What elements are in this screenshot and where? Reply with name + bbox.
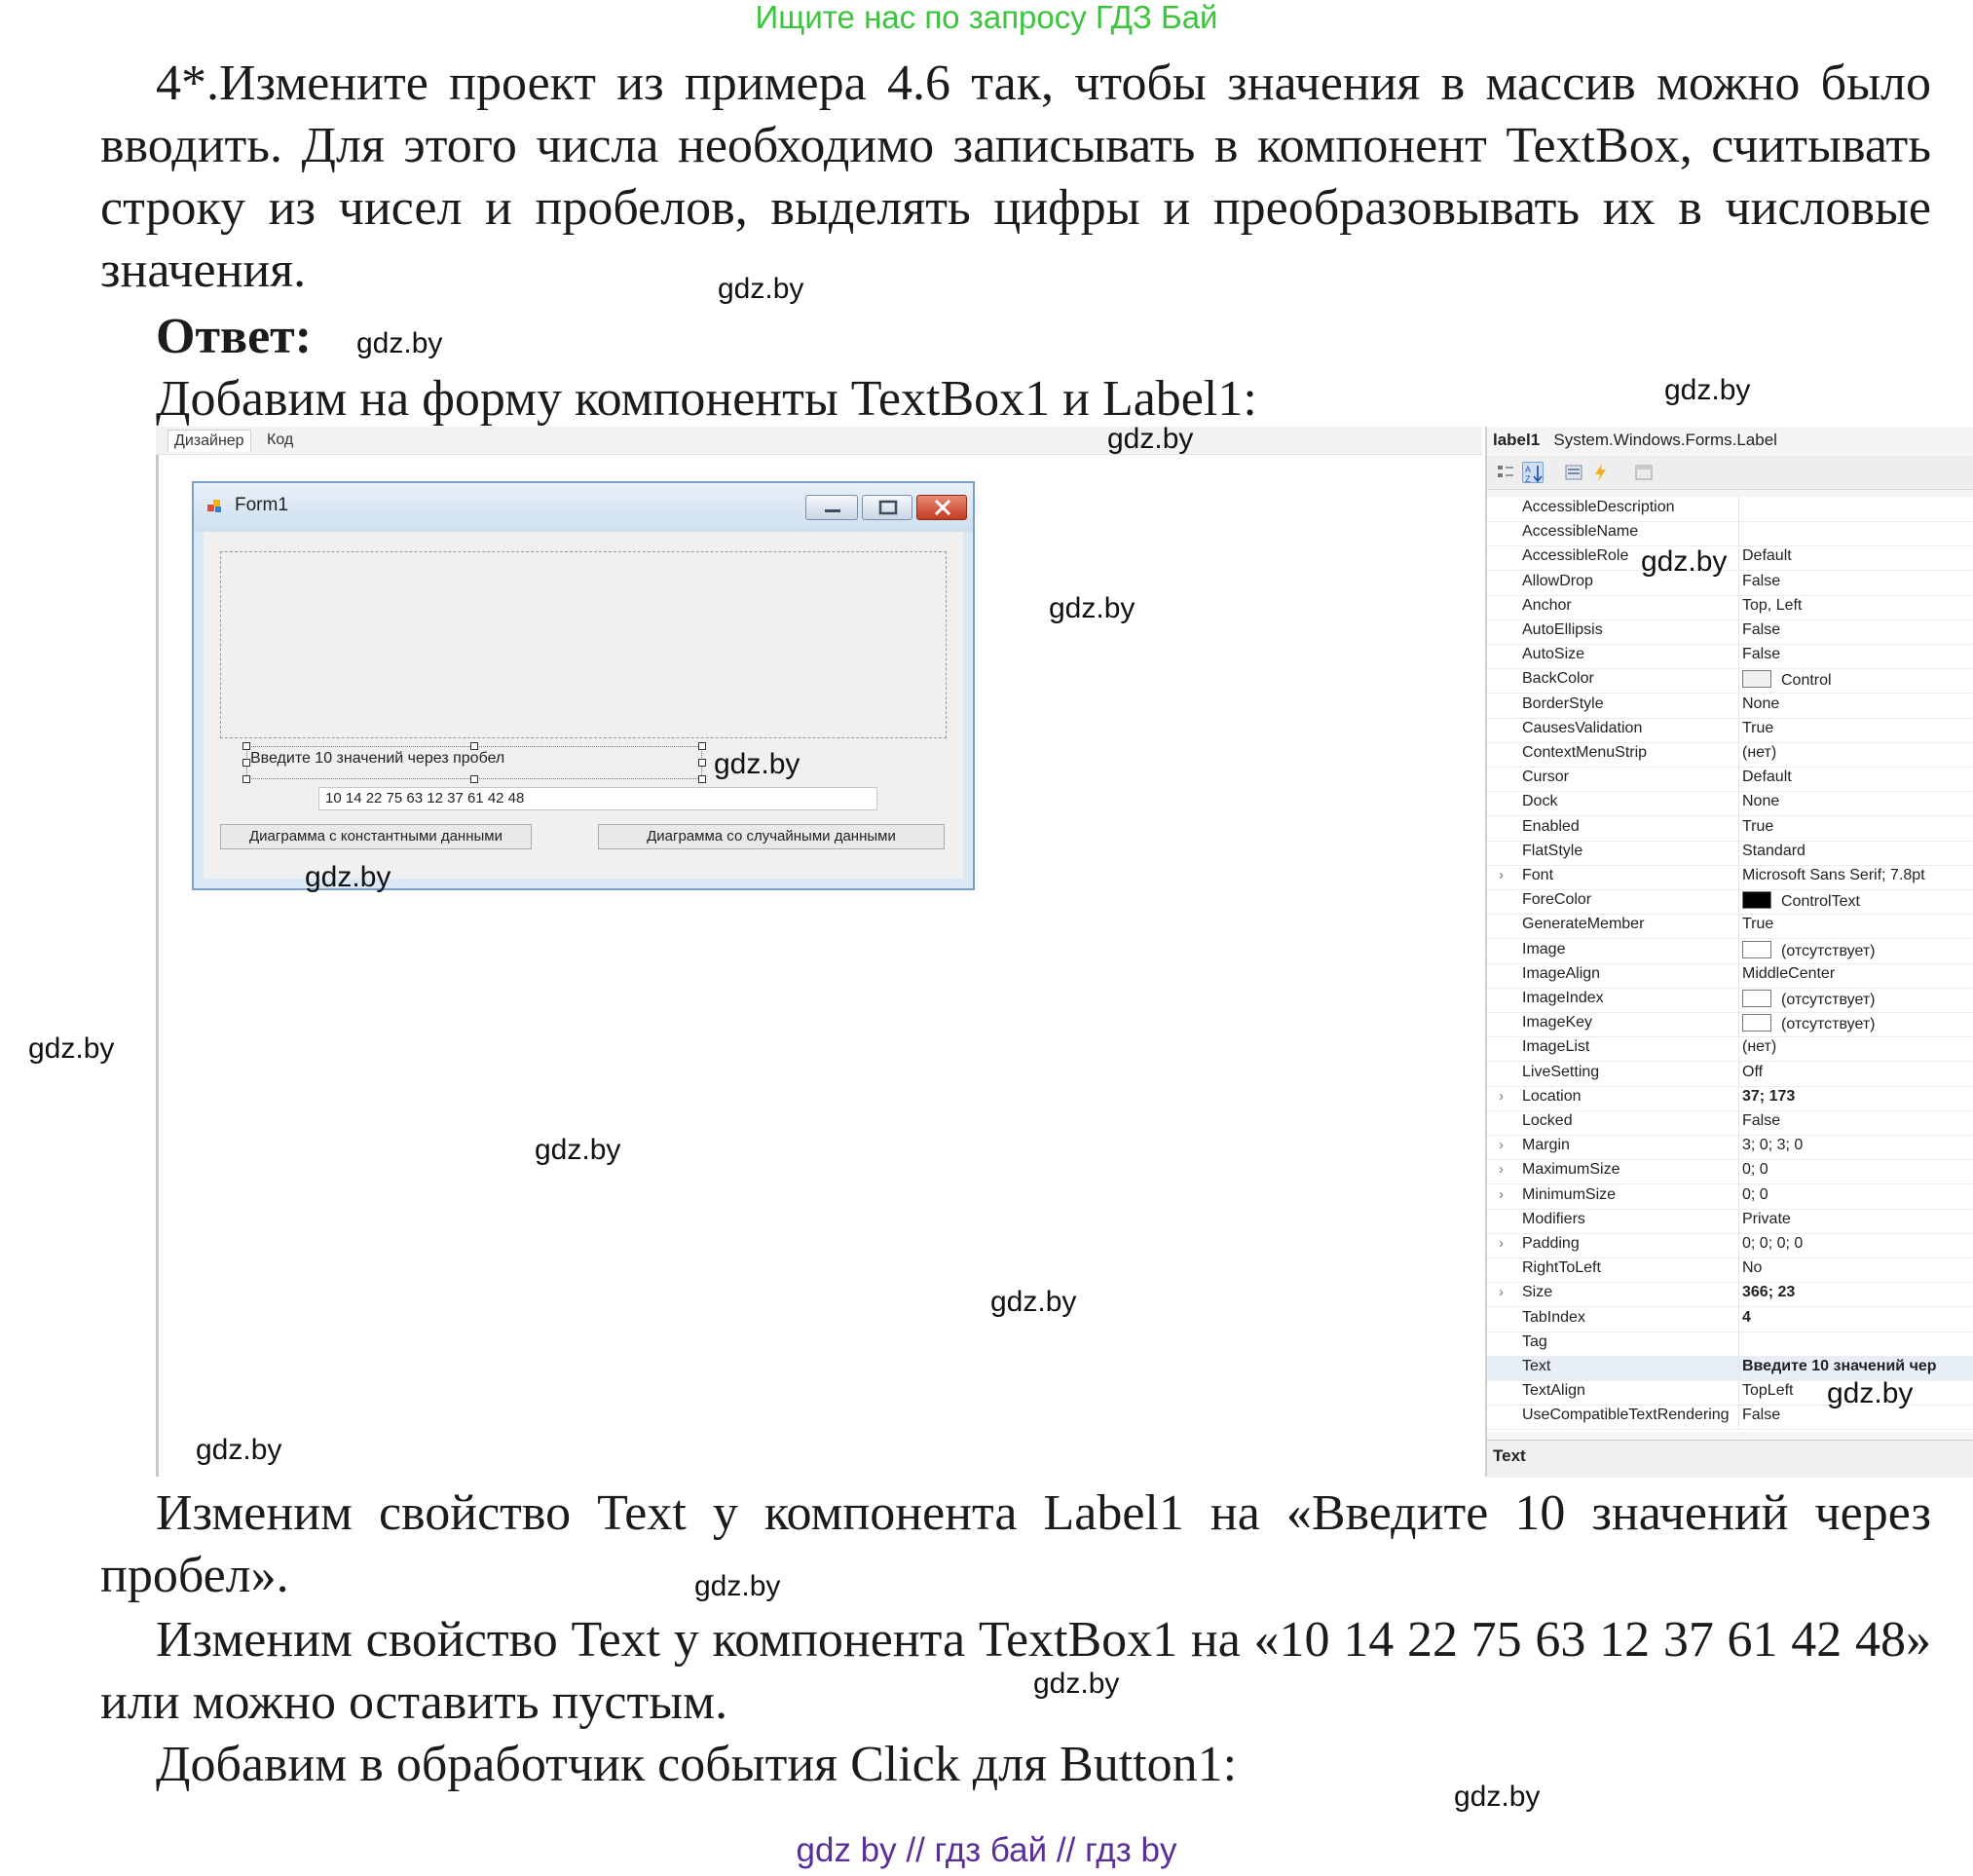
column-divider	[1738, 1159, 1739, 1183]
property-value-text: MiddleCenter	[1742, 964, 1836, 982]
property-row[interactable]	[1487, 571, 1973, 596]
property-value[interactable]	[1742, 695, 1971, 713]
form-titlebar	[194, 483, 973, 532]
property-value-text: 366; 23	[1742, 1284, 1796, 1301]
property-value[interactable]	[1742, 867, 1971, 884]
maximize-icon	[863, 496, 913, 519]
property-value[interactable]	[1742, 1064, 1971, 1081]
step-add-components: Добавим на форму компоненты TextBox1 и Label1:	[156, 371, 1257, 427]
minimize-icon	[806, 496, 859, 519]
step-change-label-text: Изменим свойство Text у компонента Label1 на «Введите 10 значений через пробел».	[100, 1485, 1931, 1603]
watermark: gdz.by	[990, 1286, 1077, 1318]
column-divider	[1738, 1135, 1739, 1159]
property-value[interactable]	[1742, 720, 1971, 737]
chevron-right-icon[interactable]: ›	[1499, 867, 1504, 883]
property-name: ContextMenuStrip	[1522, 744, 1648, 761]
property-row[interactable]	[1487, 889, 1973, 915]
description-title: Text	[1493, 1446, 1526, 1465]
column-divider	[1738, 1184, 1739, 1209]
property-row[interactable]	[1487, 497, 1973, 522]
column-divider	[1738, 865, 1739, 889]
property-name: TabIndex	[1522, 1308, 1585, 1326]
column-divider	[1738, 497, 1739, 521]
watermark: gdz.by	[196, 1434, 282, 1466]
property-name: Cursor	[1522, 769, 1570, 786]
property-row[interactable]	[1487, 841, 1973, 866]
property-value-text: No	[1742, 1259, 1763, 1277]
bottom-links: gdz by // гдз бай // гдз by	[796, 1831, 1177, 1869]
column-divider	[1738, 939, 1739, 963]
column-divider	[1738, 963, 1739, 988]
form-title: Form1	[235, 495, 288, 515]
property-value[interactable]	[1742, 1112, 1971, 1130]
chevron-right-icon[interactable]: ›	[1499, 1161, 1504, 1179]
svg-text:A: A	[1525, 465, 1532, 474]
property-row[interactable]	[1487, 521, 1973, 546]
property-value-text: (отсутствует)	[1781, 1016, 1876, 1033]
sort-alpha-icon	[1523, 463, 1545, 484]
chevron-right-icon[interactable]: ›	[1499, 1284, 1504, 1301]
property-pages-icon	[1633, 462, 1655, 483]
property-row[interactable]	[1487, 1086, 1973, 1111]
color-swatch	[1742, 1014, 1771, 1032]
property-name: BackColor	[1522, 670, 1594, 688]
property-row[interactable]	[1487, 1233, 1973, 1258]
column-divider	[1738, 644, 1739, 668]
watermark: gdz.by	[535, 1134, 621, 1166]
property-name: Text	[1522, 1358, 1551, 1374]
property-grid	[1487, 497, 1973, 1432]
property-name: Locked	[1522, 1112, 1573, 1129]
property-value[interactable]	[1742, 818, 1971, 836]
column-divider	[1738, 1110, 1739, 1135]
properties-icon	[1563, 462, 1584, 483]
property-name: MinimumSize	[1522, 1185, 1617, 1203]
property-value-text: Private	[1742, 1210, 1791, 1227]
property-value[interactable]	[1742, 1235, 1971, 1253]
properties-header	[1493, 431, 1777, 450]
property-name: AutoEllipsis	[1522, 621, 1603, 638]
property-name: ImageKey	[1522, 1014, 1593, 1032]
property-value-text: TopLeft	[1742, 1382, 1794, 1400]
property-value-text: 4	[1742, 1308, 1751, 1326]
column-divider	[1738, 1282, 1739, 1306]
property-name: RightToLeft	[1522, 1259, 1601, 1277]
events-button[interactable]	[1590, 462, 1612, 483]
column-divider	[1738, 545, 1739, 570]
column-divider	[1738, 1209, 1739, 1233]
color-swatch	[1742, 670, 1771, 688]
form-client-area	[204, 532, 963, 879]
property-value-text: None	[1742, 793, 1780, 810]
property-value[interactable]	[1742, 1309, 1971, 1327]
property-row[interactable]	[1487, 1307, 1973, 1332]
categorized-icon	[1495, 462, 1516, 483]
property-value[interactable]	[1742, 744, 1971, 762]
column-divider	[1738, 1036, 1739, 1061]
watermark: gdz.by	[1049, 592, 1135, 624]
watermark: gdz.by	[1033, 1668, 1120, 1700]
color-swatch	[1742, 990, 1771, 1007]
property-value-text: Off	[1742, 1063, 1764, 1080]
property-row[interactable]	[1487, 718, 1973, 743]
property-value-text: True	[1742, 817, 1774, 835]
property-row[interactable]	[1487, 1159, 1973, 1184]
property-value-text: Top, Left	[1742, 596, 1803, 614]
property-value[interactable]	[1742, 916, 1971, 933]
property-value-text: True	[1742, 719, 1774, 736]
property-name: Image	[1522, 940, 1566, 957]
answer-label: Ответ:	[156, 309, 313, 364]
property-name: ForeColor	[1522, 891, 1592, 909]
property-row[interactable]	[1487, 1332, 1973, 1357]
column-divider	[1738, 1332, 1739, 1356]
property-name: AccessibleRole	[1522, 547, 1629, 565]
column-divider	[1738, 988, 1739, 1012]
property-value-text: Введите 10 значений чер	[1742, 1358, 1937, 1374]
property-row[interactable]	[1487, 742, 1973, 768]
property-value-text: (нет)	[1742, 744, 1777, 761]
property-pages-button[interactable]	[1633, 462, 1655, 483]
property-row[interactable]	[1487, 644, 1973, 669]
column-divider	[1738, 1356, 1739, 1380]
property-row[interactable]	[1487, 914, 1973, 939]
step-click-handler: Добавим в обработчик события Click для Button1:	[156, 1737, 1238, 1792]
property-value-text: False	[1742, 572, 1781, 589]
property-name: AccessibleName	[1522, 523, 1639, 541]
property-value-text: (отсутствует)	[1781, 942, 1876, 959]
properties-view-button[interactable]	[1563, 462, 1584, 483]
property-value[interactable]	[1742, 990, 1971, 1009]
chevron-right-icon[interactable]: ›	[1499, 1137, 1504, 1154]
property-value-text: False	[1742, 646, 1781, 663]
property-name: Font	[1522, 867, 1554, 883]
property-value-text: False	[1742, 621, 1781, 638]
property-value-text: Default	[1742, 547, 1792, 565]
property-value[interactable]	[1742, 843, 1971, 860]
property-value[interactable]	[1742, 1284, 1971, 1301]
property-value[interactable]	[1742, 1137, 1971, 1154]
property-name: FlatStyle	[1522, 842, 1583, 859]
resize-handle[interactable]	[470, 742, 478, 750]
resize-handle[interactable]	[242, 742, 250, 750]
tab-designer[interactable]: Дизайнер	[168, 430, 251, 452]
watermark: gdz.by	[28, 1032, 115, 1065]
watermark: gdz.by	[714, 748, 800, 780]
minimize-button[interactable]	[805, 495, 858, 520]
button-constant-data[interactable]: Диаграмма с константными данными	[220, 824, 532, 849]
column-divider	[1738, 1307, 1739, 1332]
property-value-text: 3; 0; 3; 0	[1742, 1137, 1804, 1154]
property-value[interactable]	[1742, 1186, 1971, 1204]
column-divider	[1738, 521, 1739, 545]
property-row[interactable]	[1487, 1282, 1973, 1307]
label1[interactable]: Введите 10 значений через пробел	[250, 750, 505, 767]
column-divider	[1738, 571, 1739, 595]
color-swatch	[1742, 941, 1771, 958]
property-row[interactable]	[1487, 1209, 1973, 1234]
ide-screenshot	[156, 427, 1973, 1477]
property-name: Size	[1522, 1284, 1553, 1301]
close-icon	[917, 496, 968, 519]
watermark: gdz.by	[694, 1570, 781, 1602]
column-divider	[1738, 1405, 1739, 1429]
watermark: gdz.by	[305, 861, 391, 893]
description-pane	[1487, 1440, 1973, 1478]
property-name: ImageIndex	[1522, 990, 1604, 1006]
chart-control[interactable]	[220, 551, 947, 738]
property-row[interactable]	[1487, 1135, 1973, 1160]
property-value-text: Control	[1781, 672, 1832, 690]
selected-object-name: label1	[1493, 431, 1541, 449]
property-value[interactable]	[1742, 891, 1971, 911]
property-value[interactable]	[1742, 1259, 1971, 1277]
property-name: CausesValidation	[1522, 719, 1643, 736]
property-value-text: (нет)	[1742, 1038, 1777, 1056]
close-button[interactable]	[916, 495, 967, 520]
column-divider	[1738, 668, 1739, 693]
watermark: gdz.by	[1454, 1781, 1541, 1813]
property-name: Enabled	[1522, 817, 1580, 835]
form-app-icon	[207, 499, 223, 514]
property-value-text: True	[1742, 916, 1774, 933]
column-divider	[1738, 1380, 1739, 1405]
property-name: Location	[1522, 1087, 1582, 1105]
property-row[interactable]	[1487, 939, 1973, 964]
column-divider	[1738, 1062, 1739, 1086]
property-value-text: Standard	[1742, 842, 1805, 859]
column-divider	[1738, 767, 1739, 791]
column-divider	[1738, 718, 1739, 742]
property-value-text: False	[1742, 1407, 1781, 1424]
property-value[interactable]	[1742, 1161, 1971, 1179]
property-row[interactable]	[1487, 816, 1973, 842]
alphabetical-button[interactable]	[1522, 462, 1544, 483]
property-name: Padding	[1522, 1235, 1580, 1252]
designer-border	[156, 427, 159, 1477]
property-name: ImageAlign	[1522, 964, 1601, 982]
chevron-right-icon[interactable]: ›	[1499, 1087, 1504, 1105]
color-swatch	[1742, 891, 1771, 909]
property-name: Dock	[1522, 793, 1558, 810]
column-divider	[1738, 1012, 1739, 1036]
column-divider	[1738, 1086, 1739, 1110]
properties-toolbar	[1487, 456, 1973, 490]
lightning-icon	[1590, 462, 1612, 483]
property-value-text: 0; 0	[1742, 1185, 1768, 1203]
resize-handle[interactable]	[242, 759, 250, 767]
property-value[interactable]	[1742, 597, 1971, 615]
property-name: ImageList	[1522, 1038, 1590, 1056]
property-row[interactable]	[1487, 1257, 1973, 1283]
step-change-textbox-text: Изменим свойство Text у компонента TextBox1 на «10 14 22 75 63 12 37 61 42 48» или можно оставить пустым.	[100, 1612, 1931, 1730]
watermark: gdz.by	[1107, 423, 1194, 455]
column-divider	[1738, 841, 1739, 865]
properties-panel	[1485, 427, 1973, 1477]
property-name: TextAlign	[1522, 1382, 1585, 1400]
property-name: AutoSize	[1522, 646, 1585, 663]
property-value-text: Microsoft Sans Serif; 7.8pt	[1742, 867, 1925, 883]
svg-text:Z: Z	[1525, 474, 1531, 484]
task-text: 4*.Измените проект из примера 4.6 так, чтобы значения в массив можно было вводить. Для этого числа необходимо записывать в компонент TextBox, считывать строку из чисел и пробелов, выделять цифры и преобразовывать их в числовые значения.	[100, 56, 1931, 298]
designer-tabs	[156, 427, 1482, 455]
property-row[interactable]	[1487, 1036, 1973, 1062]
property-value-text: False	[1742, 1112, 1781, 1129]
property-name: BorderStyle	[1522, 694, 1604, 712]
watermark: gdz.by	[356, 327, 443, 359]
property-value[interactable]	[1742, 646, 1971, 663]
selected-object-type: System.Windows.Forms.Label	[1553, 431, 1777, 449]
property-row[interactable]	[1487, 595, 1973, 620]
property-name: Anchor	[1522, 596, 1572, 614]
property-row[interactable]	[1487, 668, 1973, 694]
property-value-text: 0; 0; 0; 0	[1742, 1235, 1804, 1252]
resize-handle[interactable]	[242, 775, 250, 783]
column-divider	[1738, 1233, 1739, 1257]
property-row[interactable]	[1487, 791, 1973, 816]
property-row[interactable]	[1487, 1184, 1973, 1210]
property-value[interactable]	[1742, 793, 1971, 810]
property-row[interactable]	[1487, 1062, 1973, 1087]
designer-pane	[156, 427, 1482, 1477]
property-name: Margin	[1522, 1137, 1570, 1154]
property-value[interactable]	[1742, 1088, 1971, 1106]
button-random-data[interactable]: Диаграмма со случайными данными	[598, 824, 945, 849]
property-row[interactable]	[1487, 865, 1973, 890]
property-value-text: (отсутствует)	[1781, 992, 1876, 1008]
column-divider	[1738, 742, 1739, 767]
property-name: LiveSetting	[1522, 1063, 1600, 1080]
resize-handle[interactable]	[698, 775, 706, 783]
property-value[interactable]	[1742, 941, 1971, 960]
property-value-text: None	[1742, 694, 1780, 712]
property-row[interactable]	[1487, 988, 1973, 1013]
chevron-right-icon[interactable]: ›	[1499, 1185, 1504, 1203]
resize-handle[interactable]	[698, 759, 706, 767]
property-row[interactable]	[1487, 1110, 1973, 1136]
property-value[interactable]	[1742, 769, 1971, 786]
watermark: gdz.by	[1641, 545, 1728, 578]
maximize-button[interactable]	[862, 495, 912, 520]
categorized-button[interactable]	[1495, 462, 1516, 483]
property-value[interactable]	[1742, 1038, 1971, 1056]
property-value[interactable]	[1742, 670, 1971, 690]
property-row[interactable]	[1487, 619, 1973, 645]
property-value[interactable]	[1742, 965, 1971, 983]
property-name: Modifiers	[1522, 1210, 1585, 1227]
column-divider	[1738, 914, 1739, 938]
column-divider	[1738, 619, 1739, 644]
watermark: gdz.by	[1664, 374, 1751, 406]
watermark: gdz.by	[1827, 1377, 1914, 1409]
property-value[interactable]	[1742, 1211, 1971, 1228]
property-value[interactable]	[1742, 573, 1971, 590]
watermark: gdz.by	[718, 273, 804, 305]
property-name: AccessibleDescription	[1522, 499, 1675, 515]
chevron-right-icon[interactable]: ›	[1499, 1235, 1504, 1252]
property-row[interactable]	[1487, 694, 1973, 719]
property-value-text: ControlText	[1781, 893, 1860, 911]
property-row[interactable]	[1487, 767, 1973, 792]
property-value[interactable]	[1742, 621, 1971, 639]
property-value[interactable]	[1742, 547, 1971, 565]
property-row[interactable]	[1487, 963, 1973, 989]
property-value[interactable]	[1742, 1358, 1971, 1375]
resize-handle[interactable]	[470, 775, 478, 783]
property-name: MaximumSize	[1522, 1161, 1620, 1179]
property-name: GenerateMember	[1522, 916, 1645, 933]
column-divider	[1738, 816, 1739, 841]
column-divider	[1738, 791, 1739, 815]
property-value-text: Default	[1742, 769, 1792, 786]
form1-window[interactable]	[192, 481, 975, 890]
column-divider	[1738, 694, 1739, 718]
column-divider	[1738, 595, 1739, 619]
resize-handle[interactable]	[698, 742, 706, 750]
property-value-text: 37; 173	[1742, 1087, 1796, 1105]
textbox1[interactable]: 10 14 22 75 63 12 37 61 42 48	[318, 787, 877, 810]
property-row[interactable]	[1487, 1012, 1973, 1037]
tab-code[interactable]: Код	[267, 431, 294, 448]
property-name: AllowDrop	[1522, 572, 1593, 589]
property-value-text: 0; 0	[1742, 1161, 1768, 1179]
column-divider	[1738, 1257, 1739, 1282]
search-banner: Ищите нас по запросу ГДЗ Бай	[755, 0, 1218, 35]
property-value[interactable]	[1742, 1014, 1971, 1033]
property-name: UseCompatibleTextRendering	[1522, 1407, 1730, 1424]
column-divider	[1738, 889, 1739, 914]
property-name: Tag	[1522, 1332, 1547, 1350]
property-row[interactable]	[1487, 545, 1973, 571]
